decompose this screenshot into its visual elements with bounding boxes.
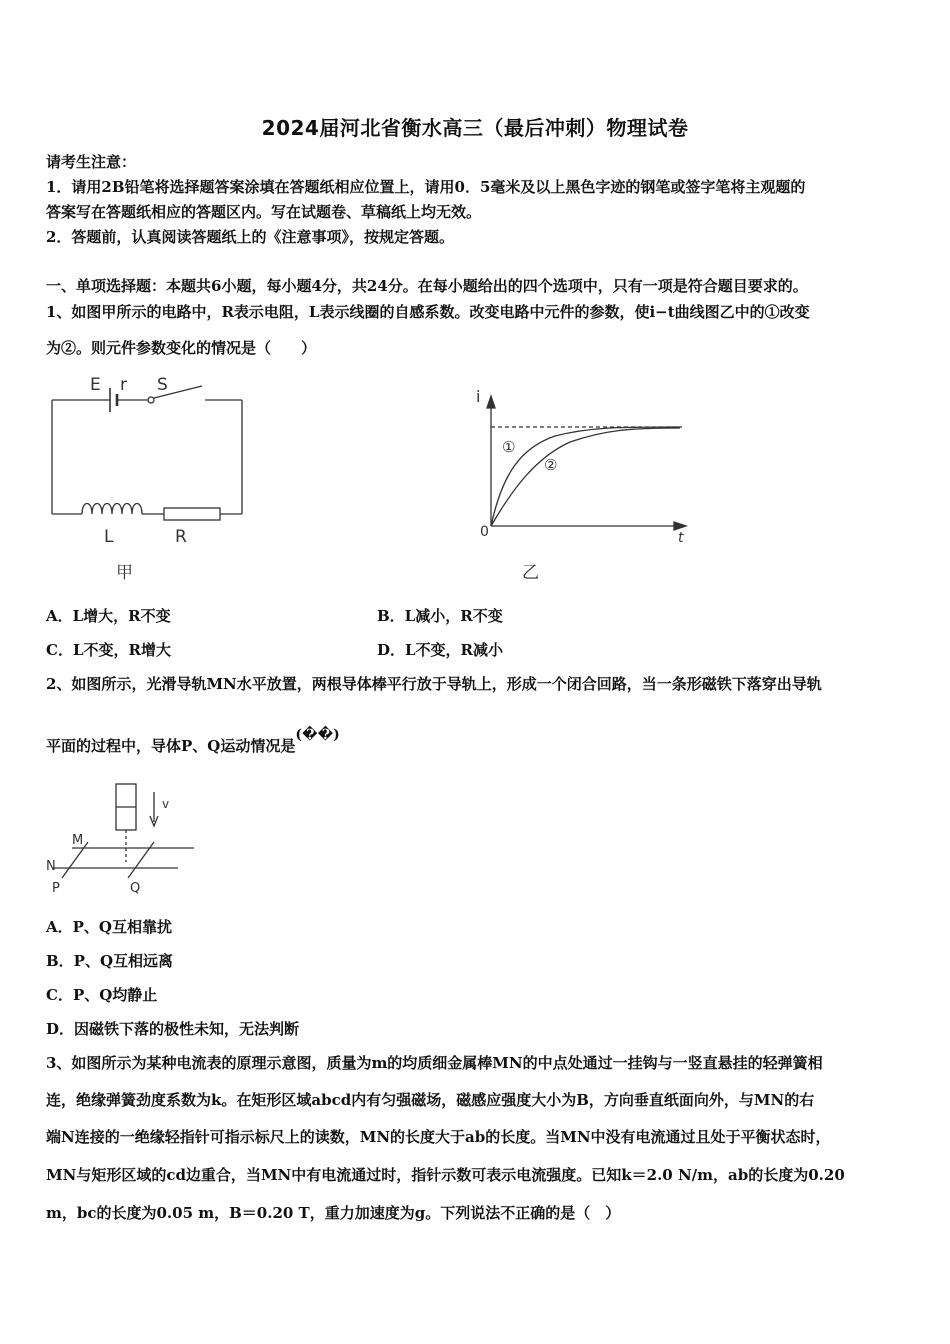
q2-line2 (46, 727, 340, 757)
rails-magnet-figure (44, 780, 214, 900)
q1-line1: 1、如图甲所示的电路中，R表示电阻，L表示线圈的自感系数。改变电路中元件的参数，使i−t曲线图乙中的①改变 (46, 303, 810, 321)
label-0: 0 (480, 524, 489, 540)
q3-line1: 3、如图所示为某种电流表的原理示意图，质量为m的均质细金属棒MN的中点处通过一挂钩与一竖直悬挂的轻弹簧相 (46, 1054, 823, 1072)
section1-heading: 一、单项选择题：本题共6小题，每小题4分，共24分。在每小题给出的四个选项中，只有一项是符合题目要求的。 (46, 277, 808, 295)
label-t: t (678, 530, 684, 546)
q1-option-c[interactable]: C．L不变，R增大 (46, 641, 171, 659)
label-N: N (46, 859, 56, 874)
q2-paren: (��) (295, 727, 340, 743)
label-v: v (162, 797, 170, 811)
circuit-figure-jia (40, 368, 260, 588)
q1-line2: 为②。则元件参数变化的情况是（ ） (46, 339, 317, 357)
q3-line5: m，bc的长度为0.05 m，B＝0.20 T，重力加速度为g。下列说法不正确的是（ ） (46, 1204, 621, 1222)
notice-item1-line1: 1．请用2B铅笔将选择题答案涂填在答题纸相应位置上，请用0．5毫米及以上黑色字迹的钢笔或签字笔将主观题的 (46, 178, 806, 196)
q1-option-b[interactable]: B．L减小，R不变 (377, 607, 503, 625)
q2-option-b[interactable]: B．P、Q互相远离 (46, 952, 174, 970)
q3-line4: MN与矩形区域的cd边重合，当MN中有电流通过时，指针示数可表示电流强度。已知k＝2.0 N/m，ab的长度为0.20 (46, 1166, 845, 1184)
it-graph-figure-yi (470, 380, 700, 585)
label-i: i (476, 387, 481, 406)
label-L: L (104, 527, 114, 547)
label-M: M (72, 833, 84, 848)
q1-option-a[interactable]: A．L增大，R不变 (46, 607, 171, 625)
q2-option-d[interactable]: D．因磁铁下落的极性未知，无法判断 (46, 1020, 300, 1038)
notice-item1-line2: 答案写在答题纸相应的答题区内。写在试题卷、草稿纸上均无效。 (46, 203, 482, 221)
caption-yi: 乙 (522, 563, 539, 583)
q2-line2-text: 平面的过程中，导体P、Q运动情况是 (46, 737, 296, 755)
label-S: S (157, 375, 168, 395)
page-title: 2024届河北省衡水高三（最后冲刺）物理试卷 (261, 116, 689, 140)
q1-option-d[interactable]: D．L不变，R减小 (377, 641, 504, 659)
notice-heading: 请考生注意： (46, 153, 137, 171)
label-Q: Q (130, 881, 141, 896)
label-P: P (52, 881, 60, 896)
notice-item2: 2．答题前，认真阅读答题纸上的《注意事项》，按规定答题。 (46, 228, 454, 246)
label-r: r (120, 375, 127, 395)
caption-jia: 甲 (116, 563, 133, 583)
q3-line3: 端N连接的一绝缘轻指针可指示标尺上的读数，MN的长度大于ab的长度。当MN中没有电流通过且处于平衡状态时， (46, 1128, 831, 1146)
curve-label-2: ② (544, 456, 558, 474)
q2-line1: 2、如图所示，光滑导轨MN水平放置，两根导体棒平行放于导轨上，形成一个闭合回路，当一条形磁铁下落穿出导轨 (46, 675, 822, 693)
q2-option-c[interactable]: C．P、Q均静止 (46, 986, 158, 1004)
label-R: R (175, 527, 187, 547)
q2-option-a[interactable]: A．P、Q互相靠扰 (46, 918, 172, 936)
curve-label-1: ① (502, 438, 516, 456)
q3-line2: 连，绝缘弹簧劲度系数为k。在矩形区域abcd内有匀强磁场，磁感应强度大小为B，方向垂直纸面向外，与MN的右 (46, 1091, 815, 1109)
label-E: E (90, 375, 101, 395)
